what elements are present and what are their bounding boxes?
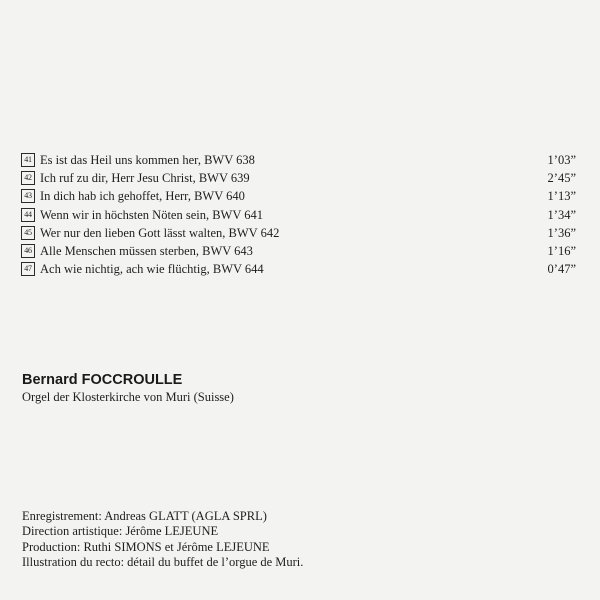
track-title: Wer nur den lieben Gott lässt walten, BWV 642 xyxy=(40,225,280,240)
track-title: Alle Menschen müssen sterben, BWV 643 xyxy=(40,244,253,259)
performer-name xyxy=(22,371,234,389)
track-row xyxy=(21,206,576,224)
performer-first-name: Bernard xyxy=(22,372,78,388)
track-title: In dich hab ich gehoffet, Herr, BWV 640 xyxy=(40,189,245,204)
track-duration: 1’34” xyxy=(547,207,576,222)
performer-block xyxy=(22,371,234,405)
credit-recording: Enregistrement: Andreas GLATT (AGLA SPRL) xyxy=(22,509,267,523)
track-row xyxy=(21,260,576,278)
performer-last-name: FOCCROULLE xyxy=(81,372,183,388)
track-row xyxy=(21,151,576,169)
track-number-box: 45 xyxy=(21,226,35,240)
credits-block xyxy=(22,509,303,570)
track-duration: 1’36” xyxy=(547,225,576,240)
track-row xyxy=(21,224,576,242)
track-number-box: 46 xyxy=(21,244,35,258)
credit-production: Production: Ruthi SIMONS et Jérôme LEJEUNE xyxy=(22,539,270,554)
credit-artistic-direction: Direction artistique: Jérôme LEJEUNE xyxy=(22,524,219,539)
track-duration: 1’03” xyxy=(547,153,576,168)
track-row xyxy=(21,187,576,205)
track-duration: 2’45” xyxy=(547,171,576,186)
track-title: Es ist das Heil uns kommen her, BWV 638 xyxy=(40,153,255,168)
track-number-box: 41 xyxy=(21,153,35,167)
track-number-box: 43 xyxy=(21,189,35,203)
track-duration: 1’16” xyxy=(547,244,576,259)
track-number-box: 42 xyxy=(21,171,35,185)
track-row xyxy=(21,242,576,260)
track-number-box: 44 xyxy=(21,208,35,222)
track-title: Ich ruf zu dir, Herr Jesu Christ, BWV 639 xyxy=(40,171,250,186)
instrument-location: Orgel der Klosterkirche von Muri (Suisse) xyxy=(22,390,234,404)
track-duration: 1’13” xyxy=(547,189,576,204)
track-title: Wenn wir in höchsten Nöten sein, BWV 641 xyxy=(40,207,264,222)
credit-illustration: Illustration du recto: détail du buffet de l’orgue de Muri. xyxy=(22,554,304,569)
track-list xyxy=(21,151,576,278)
track-title: Ach wie nichtig, ach wie flüchtig, BWV 644 xyxy=(40,262,264,277)
track-row xyxy=(21,169,576,187)
track-duration: 0’47” xyxy=(547,262,576,277)
track-number-box: 47 xyxy=(21,262,35,276)
